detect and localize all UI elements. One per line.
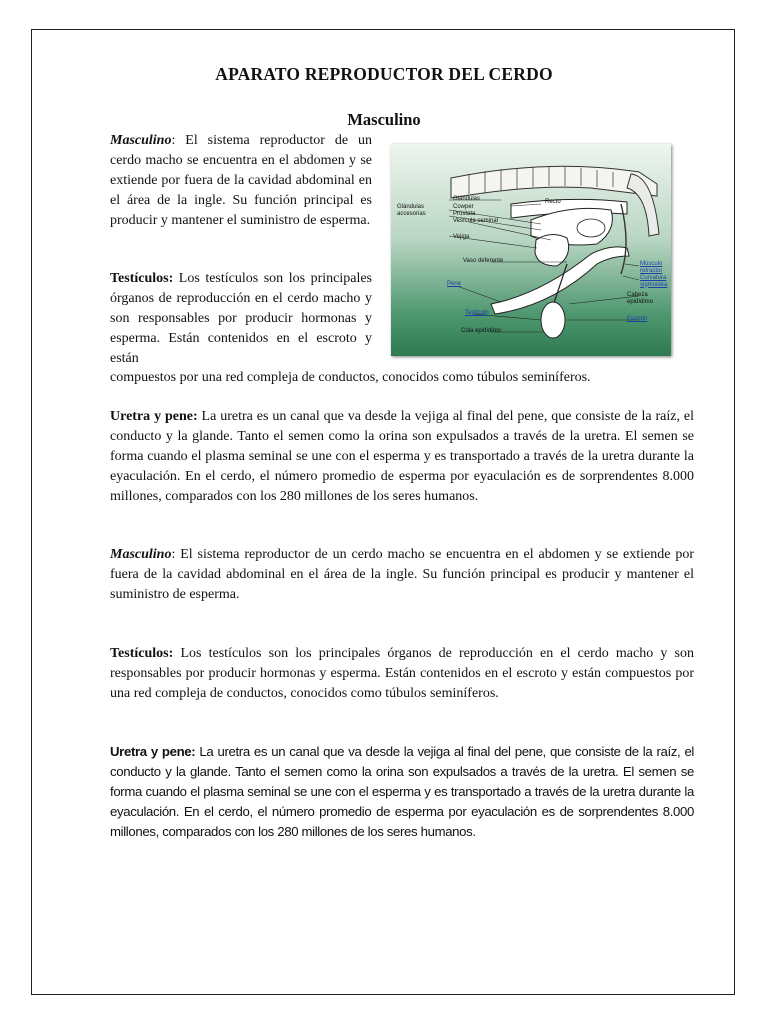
paragraph-uretra-2 [110,742,694,842]
anatomy-diagram [391,144,671,356]
label-glandulas-accesorias: Glándulas accesorias [397,204,426,217]
paragraph-testiculos-2 [110,644,694,704]
term-separator: : [171,547,176,562]
label-recto: Recto [545,199,561,205]
pig-reproductive-illustration [391,144,671,356]
term-testiculos: Testículos: [110,646,174,661]
term-uretra: Uretra y pene: [110,744,196,759]
paragraph-text: El sistema reproductor de un cerdo macho se encuentra en el abdomen y se extiende por fuera de la cavidad abdominal en el área de la ingle. Su función principal es producir y mantener el suministro de esperma. [110,133,372,228]
document-title: APARATO REPRODUCTOR DEL CERDO [215,64,553,84]
label-prostata: Próstata [453,211,476,217]
term-separator: : [171,133,176,148]
paragraph-masculino-1 [110,131,372,231]
section-heading: Masculino [347,110,421,129]
term-masculino: Masculino [110,547,172,562]
paragraph-text: La uretra es un canal que va desde la vejiga al final del pene, que consiste de la raíz, el conducto y la glande. Tanto el semen como la orina son expulsados a través de la uretra. El semen se forma cuando el plasma seminal se une con el esperma y es transportado a través de la uretra durante la eyaculación. En el cerdo, el número promedio de esperma por eyaculación es de sorprendentes 8.000 millones, comparados con los 280 millones de los seres humanos. [110,409,694,504]
label-testiculo[interactable]: Testículo [465,310,489,316]
term-masculino: Masculino [110,133,172,148]
paragraph-testiculos-1-continued: compuestos por una red compleja de conductos, conocidos como túbulos seminíferos. [110,370,591,385]
label-vejiga: Vejiga [453,234,470,240]
label-cabeza-epididimo: Cabeza epidídimo [627,292,654,305]
paragraph-masculino-2 [110,545,694,605]
paragraph-text: La uretra es un canal que va desde la vejiga al final del pene, que consiste de la raíz, el conducto y la glande. Tanto el semen como la orina son expulsados a través de la uretra. El semen se forma cuando el plasma seminal se une con el esperma y es transportado a través de la uretra durante la eyaculación. En el cerdo, el número promedio de esperma por eyaculación es de sorprendentes 8.000 millones, comparados con los 280 millones de los seres humanos. [110,744,695,839]
label-pene[interactable]: Pene [447,281,462,287]
paragraph-text: El sistema reproductor de un cerdo macho se encuentra en el abdomen y se extiende por fuera de la cavidad abdominal en el área de la ingle. Su función principal es producir y mantener el suministro de esperma. [110,547,694,602]
paragraph-uretra-1 [110,407,694,507]
paragraph-text: Los testículos son los principales órganos de reproducción en el cerdo macho y son responsables por producir hormonas y esperma. Están contenidos en el escroto y están [110,271,372,366]
label-cowper: Cowper [453,204,474,210]
term-testiculos: Testículos: [110,271,174,286]
label-glandulas: Glándulas [453,196,481,202]
paragraph-testiculos-1 [110,269,372,369]
label-musculo-retractor[interactable]: Músculo retractor [640,261,663,274]
label-escroto[interactable]: Escroto [627,316,648,322]
label-vesicula-seminal: Vesícula seminal [453,218,499,224]
label-curvatura-sigmoidea[interactable]: Curvatura sigmoidea [640,275,668,288]
paragraph-text: Los testículos son los principales órganos de reproducción en el cerdo macho y son responsables por producir hormonas y esperma. Están contenidos en el escroto y están compuestos por una red compleja de conductos, conocidos como túbulos seminíferos. [110,646,694,701]
label-vaso-deferente: Vaso deferente [463,258,504,264]
term-uretra: Uretra y pene: [110,409,198,424]
label-cola-epididimo: Cola epidídimo [461,328,502,334]
